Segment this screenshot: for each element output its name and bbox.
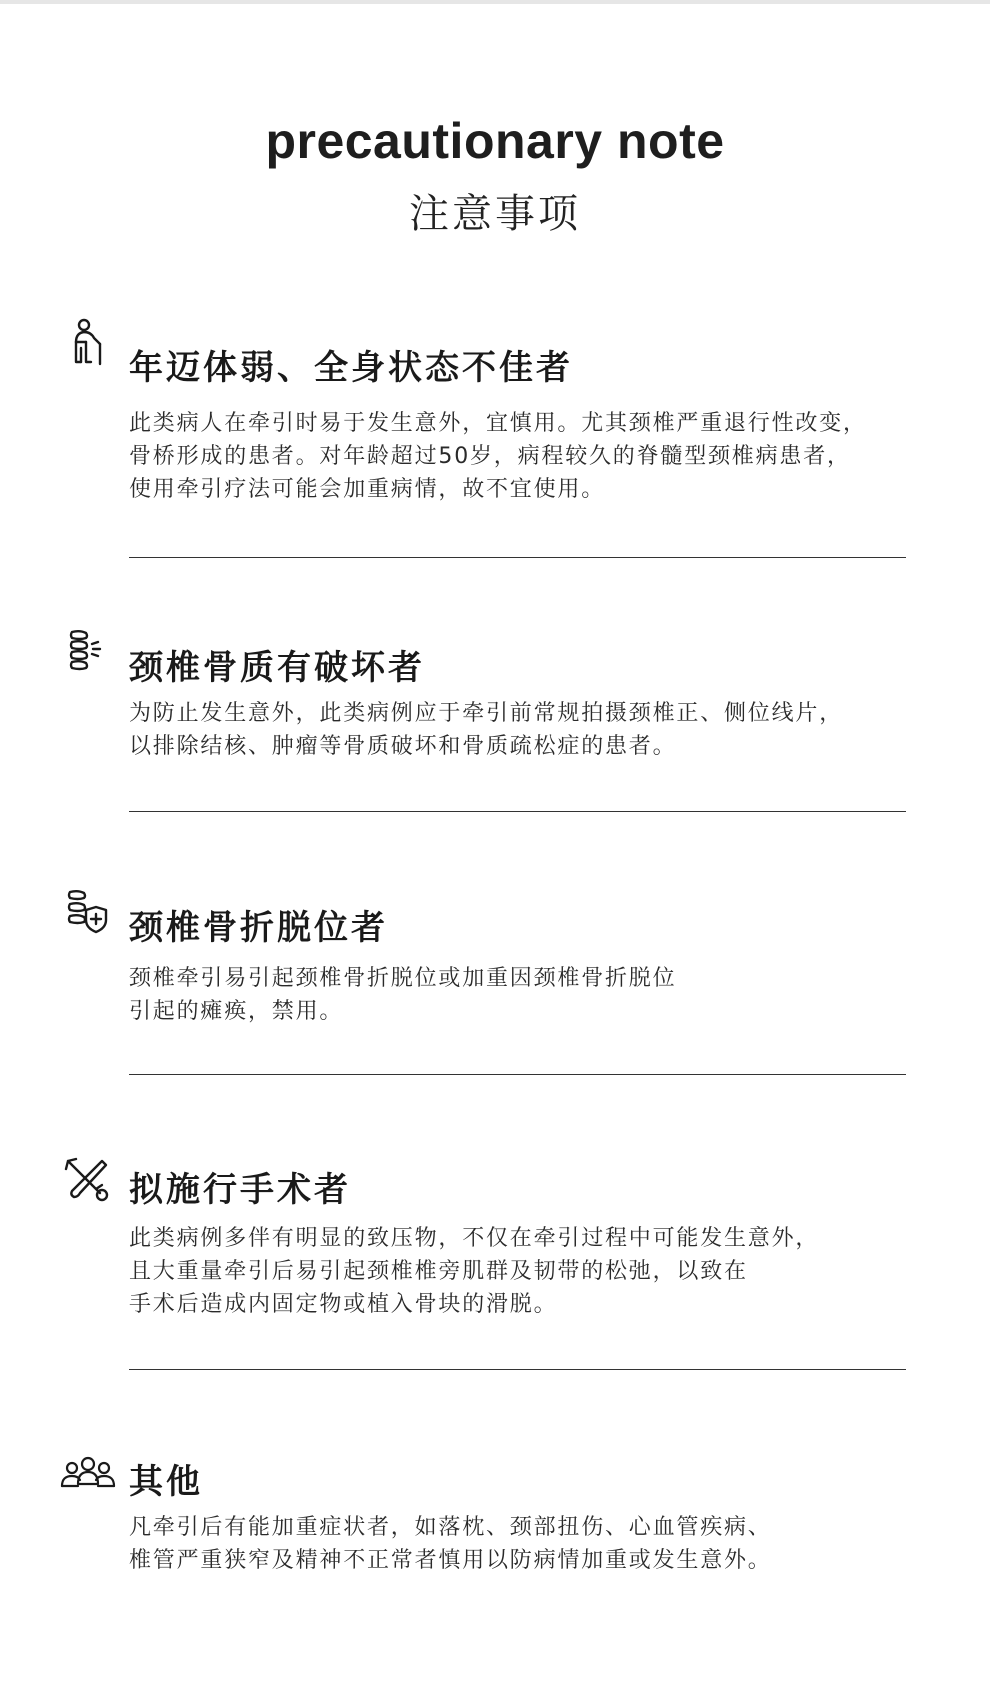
page-title-english: precautionary note [265, 113, 725, 169]
section-title: 年迈体弱、全身状态不佳者 [129, 348, 573, 388]
body-line: 且大重量牵引后易引起颈椎椎旁肌群及韧带的松弛，以致在 [129, 1259, 748, 1284]
section-divider [129, 1369, 906, 1370]
section-title: 其他 [129, 1462, 203, 1502]
body-line: 手术后造成内固定物或植入骨块的滑脱。 [129, 1292, 558, 1317]
group-people-icon [60, 1448, 116, 1496]
elderly-person-icon [62, 318, 110, 366]
surgery-icon [62, 1155, 110, 1203]
body-line: 引起的瘫痪，禁用。 [129, 999, 344, 1024]
body-line: 此类病例多伴有明显的致压物，不仅在牵引过程中可能发生意外， [129, 1226, 820, 1251]
body-line: 椎管严重狭窄及精神不正常者慎用以防病情加重或发生意外。 [129, 1548, 772, 1573]
section-body [129, 962, 929, 1028]
section-body [129, 697, 929, 763]
section-divider [129, 811, 906, 812]
body-line: 以排除结核、肿瘤等骨质破坏和骨质疏松症的患者。 [129, 734, 677, 759]
section-title: 拟施行手术者 [129, 1170, 351, 1210]
page-title-chinese: 注意事项 [409, 191, 581, 237]
body-line: 颈椎牵引易引起颈椎骨折脱位或加重因颈椎骨折脱位 [129, 966, 677, 991]
section-divider [129, 1074, 906, 1075]
body-line: 凡牵引后有能加重症状者，如落枕、颈部扭伤、心血管疾病、 [129, 1515, 772, 1540]
section-body [129, 407, 929, 506]
section-body [129, 1222, 929, 1321]
body-line: 为防止发生意外，此类病例应于牵引前常规拍摄颈椎正、侧位线片， [129, 701, 844, 726]
body-line: 此类病人在牵引时易于发生意外，宜慎用。尤其颈椎严重退行性改变， [129, 411, 867, 436]
spine-shield-icon [62, 888, 110, 936]
body-line: 骨桥形成的患者。对年龄超过50岁，病程较久的脊髓型颈椎病患者， [129, 444, 851, 469]
spine-icon [62, 628, 110, 676]
section-divider [129, 557, 906, 558]
section-title: 颈椎骨折脱位者 [129, 908, 388, 948]
section-title: 颈椎骨质有破坏者 [129, 648, 425, 688]
body-line: 使用牵引疗法可能会加重病情，故不宜使用。 [129, 477, 606, 502]
top-border [0, 0, 990, 4]
section-body [129, 1511, 929, 1577]
